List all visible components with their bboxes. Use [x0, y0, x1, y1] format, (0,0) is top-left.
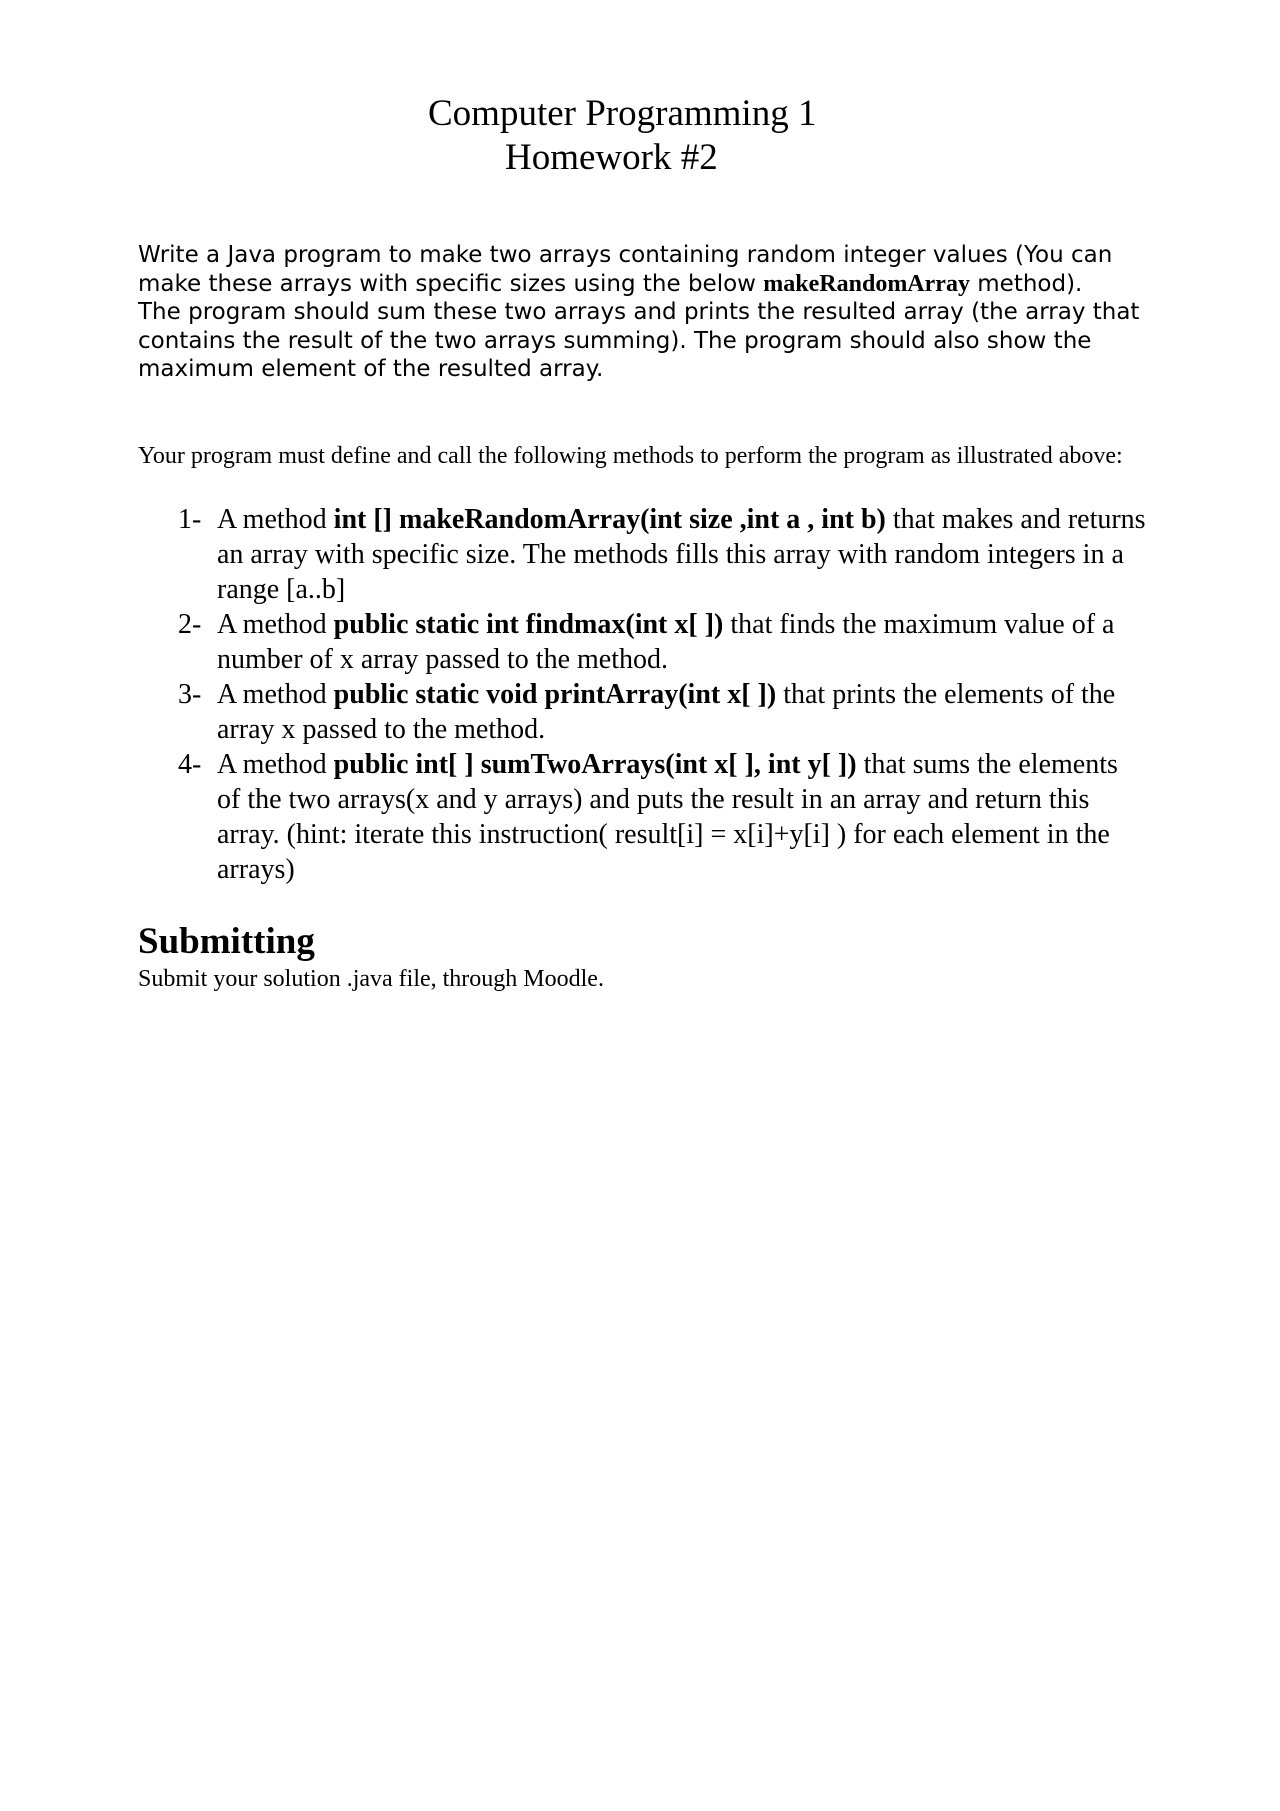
- method-number: 2-: [178, 609, 202, 640]
- method-description: that finds the maximum value of a number of x array passed to the method.: [217, 609, 1115, 675]
- method-prefix: A method: [217, 679, 334, 710]
- method-number: 4-: [178, 749, 202, 780]
- method-signature: public int[ ] sumTwoArrays(int x[ ], int y[ ]): [333, 749, 857, 780]
- method-description: that prints the elements of the array x passed to the method.: [217, 679, 1116, 745]
- method-item: [138, 677, 1148, 747]
- course-title: Computer Programming 1: [428, 93, 817, 134]
- method-signature: public static int findmax(int x[ ]): [333, 609, 724, 640]
- method-item: [138, 607, 1148, 677]
- method-description: that makes and returns an array with specific size. The methods fills this array with random integers in a range [a..b]: [217, 504, 1146, 605]
- intro-paragraph-1: [138, 241, 1148, 298]
- intro-paragraph-2: The program should sum these two arrays and prints the resulted array (the array that contains the result of the two arrays summing). The program should also show the maximum element of the resulted array.: [138, 299, 1140, 382]
- intro-section: [138, 241, 1148, 384]
- method-description: that sums the elements of the two arrays(x and y arrays) and puts the result in an array and return this array. (hint: iterate this instruction( result[i] = x[i]+y[i] ) for each element in the arrays): [217, 749, 1118, 885]
- method-signature: int [] makeRandomArray(int size ,int a , int b): [333, 504, 886, 535]
- method-signature: public static void printArray(int x[ ]): [333, 679, 777, 710]
- method-prefix: A method: [217, 504, 334, 535]
- intro-text-2: method).: [969, 270, 1083, 297]
- methods-list: [138, 502, 1148, 887]
- intro-method-name: makeRandomArray: [763, 270, 970, 297]
- method-item: [138, 747, 1148, 887]
- method-number: 1-: [178, 504, 202, 535]
- submitting-heading: Submitting: [138, 921, 315, 962]
- method-number: 3-: [178, 679, 202, 710]
- method-item: [138, 502, 1148, 607]
- methods-lead-text: Your program must define and call the following methods to perform the program as illustrated above:: [138, 443, 1123, 469]
- intro-text-1: Write a Java program to make two arrays containing random integer values (You can make these arrays with specific sizes using the below: [138, 242, 1113, 297]
- method-prefix: A method: [217, 749, 334, 780]
- homework-title: Homework #2: [505, 137, 718, 178]
- method-prefix: A method: [217, 609, 334, 640]
- submitting-text: Submit your solution .java file, through Moodle.: [138, 966, 604, 992]
